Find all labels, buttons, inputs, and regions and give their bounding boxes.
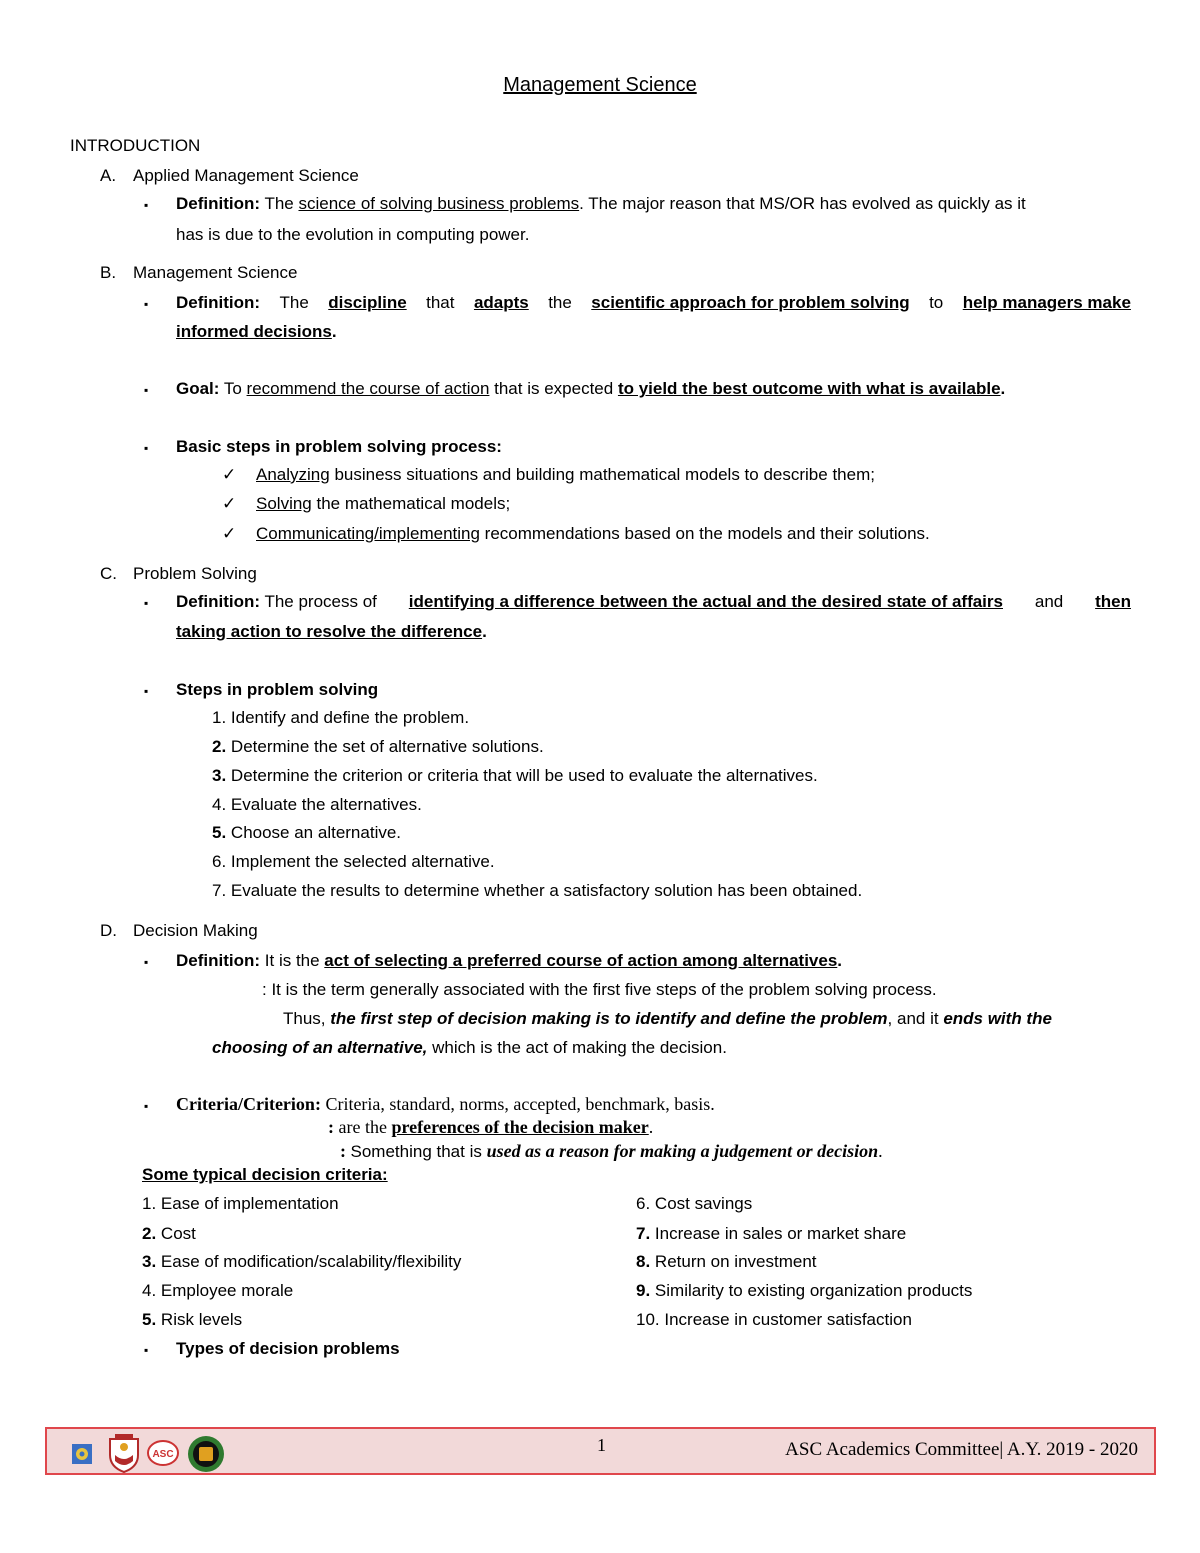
- svg-text:ASC: ASC: [152, 1449, 174, 1460]
- bullet-icon: ▪: [144, 1343, 149, 1357]
- a-definition: Definition: The science of solving business problems. The major reason that MS/OR has evolved as quickly as it: [176, 194, 1026, 213]
- b-definition-cont: informed decisions.: [176, 322, 337, 341]
- list-item: 6. Implement the selected alternative.: [212, 852, 495, 871]
- list-item: 6. Cost savings: [636, 1194, 753, 1213]
- footer-credit: ASC Academics Committee| A.Y. 2019 - 2020: [785, 1439, 1138, 1460]
- list-item: 2. Cost: [142, 1224, 196, 1243]
- list-item: 1. Identify and define the problem.: [212, 708, 470, 727]
- list-item: 4. Employee morale: [142, 1281, 294, 1300]
- d-definition: Definition: It is the act of selecting a preferred course of action among alternatives.: [176, 951, 843, 970]
- c-steps-label: Steps in problem solving: [176, 680, 379, 699]
- d-types-label: Types of decision problems: [176, 1339, 400, 1358]
- bullet-icon: ▪: [144, 1099, 149, 1113]
- list-item: 5. Choose an alternative.: [212, 823, 402, 842]
- list-item: 8. Return on investment: [636, 1252, 817, 1271]
- list-item: 3. Determine the criterion or criteria that will be used to evaluate the alternatives.: [212, 766, 818, 785]
- b-steps-label: Basic steps in problem solving process:: [176, 437, 502, 456]
- bullet-icon: ▪: [144, 297, 149, 311]
- bullet-icon: ▪: [144, 441, 149, 455]
- bullet-icon: ▪: [144, 383, 149, 397]
- list-item: 7. Evaluate the results to determine whether a satisfactory solution has been obtained.: [212, 881, 863, 900]
- university-seal-icon: [71, 1443, 93, 1465]
- list-item: 7. Increase in sales or market share: [636, 1224, 907, 1243]
- list-item: 10. Increase in customer satisfaction: [636, 1310, 912, 1329]
- d-definition-line2: : It is the term generally associated with the first five steps of the problem solving process.: [262, 980, 937, 999]
- bullet-icon: ▪: [144, 684, 149, 698]
- d-thus-cont: choosing of an alternative, which is the act of making the decision.: [212, 1038, 727, 1057]
- list-item: 2. Determine the set of alternative solutions.: [212, 737, 544, 756]
- check-icon: ✓: [222, 524, 237, 543]
- academics-committee-logo-icon: [187, 1435, 225, 1473]
- bullet-icon: ▪: [144, 955, 149, 969]
- list-item: 5. Risk levels: [142, 1310, 243, 1329]
- d-typical-criteria-label: Some typical decision criteria:: [142, 1165, 388, 1184]
- b-definition: Definition: The discipline that adapts the scientific approach for problem solving to help managers make: [176, 293, 1131, 312]
- b-check-item: Analyzing business situations and building mathematical models to describe them;: [256, 465, 875, 484]
- asc-logo-icon: [147, 1439, 179, 1467]
- d-something: : Something that is used as a reason for making a judgement or decision.: [340, 1141, 883, 1161]
- b-check-item: Communicating/implementing recommendations based on the models and their solutions.: [256, 524, 930, 543]
- d-preferences: : are the preferences of the decision maker.: [328, 1117, 654, 1137]
- b-check-item: Solving the mathematical models;: [256, 494, 511, 513]
- page-title: Management Science: [503, 74, 697, 96]
- check-icon: ✓: [222, 494, 237, 513]
- b-goal: Goal: To recommend the course of action that is expected to yield the best outcome with what is available.: [176, 379, 1006, 398]
- list-item: 4. Evaluate the alternatives.: [212, 795, 422, 814]
- check-icon: ✓: [222, 465, 237, 484]
- c-definition-cont: taking action to resolve the difference.: [176, 622, 487, 641]
- bullet-icon: ▪: [144, 596, 149, 610]
- list-item: 1. Ease of implementation: [142, 1194, 339, 1213]
- page-number: 1: [597, 1435, 606, 1455]
- bullet-icon: ▪: [144, 198, 149, 212]
- d-thus: Thus, the first step of decision making is to identify and define the problem, and it ends with the: [283, 1009, 1052, 1028]
- list-item: 3. Ease of modification/scalability/flexibility: [142, 1252, 462, 1271]
- d-criteria: Criteria/Criterion: Criteria, standard, norms, accepted, benchmark, basis.: [176, 1094, 715, 1114]
- c-definition: Definition: The process of identifying a difference between the actual and the desired state of affairs and then: [176, 592, 1131, 611]
- college-crest-icon: [107, 1433, 141, 1473]
- section-heading: INTRODUCTION: [70, 136, 201, 155]
- a-definition-cont: has is due to the evolution in computing power.: [176, 225, 530, 244]
- page-footer: [45, 1427, 1156, 1475]
- list-item: 9. Similarity to existing organization products: [636, 1281, 973, 1300]
